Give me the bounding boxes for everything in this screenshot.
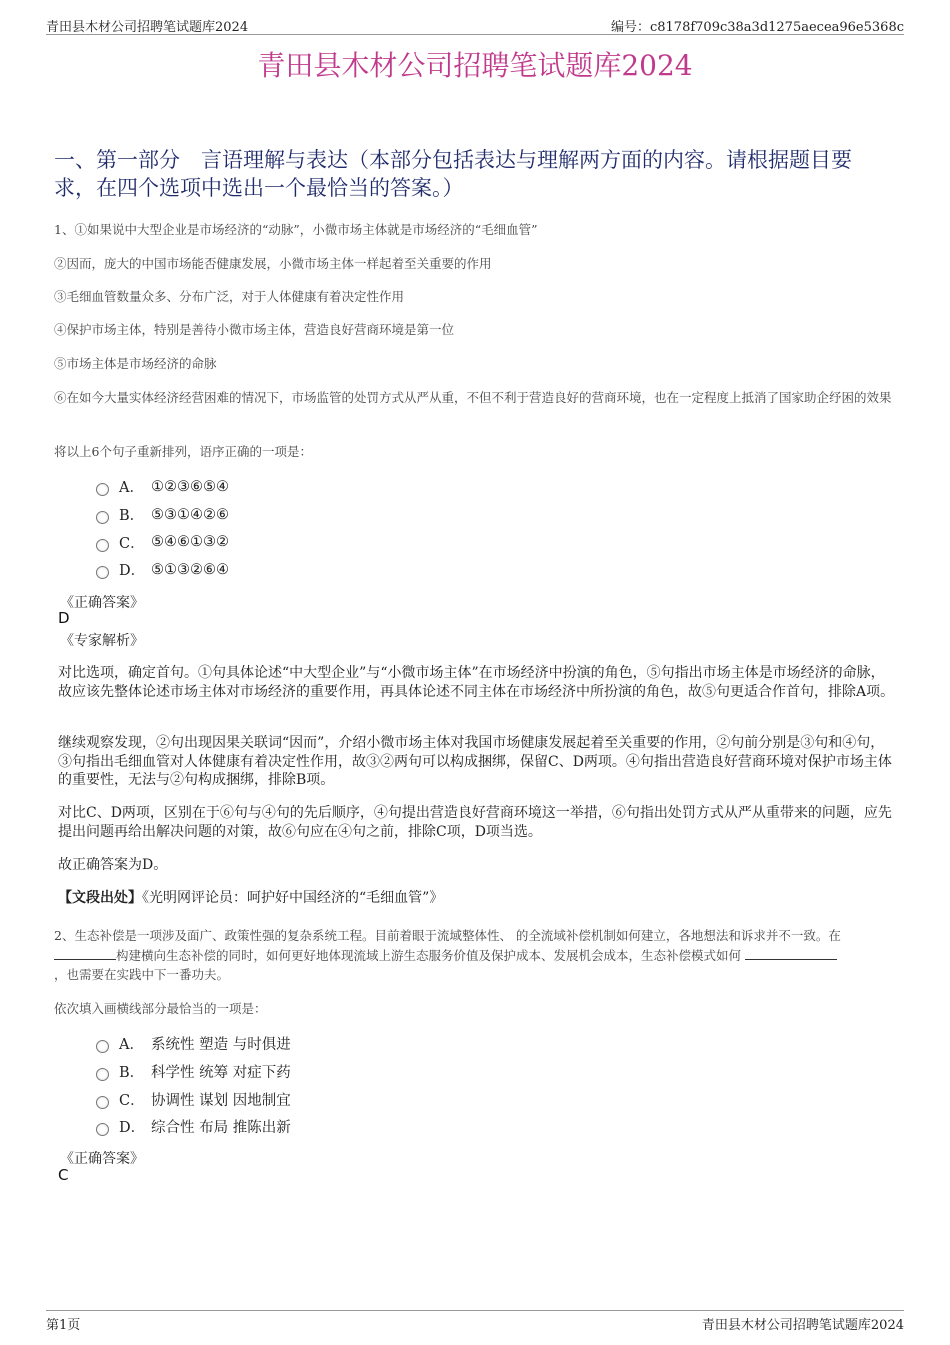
q1-answer: D bbox=[58, 609, 70, 627]
q1-line-5: ⑤市场主体是市场经济的命脉 bbox=[54, 356, 217, 371]
radio-icon[interactable] bbox=[96, 483, 109, 496]
header-doc-title: 青田县木材公司招聘笔试题库2024 bbox=[46, 20, 249, 35]
q1-analysis-para-2: 继续观察发现，②句出现因果关联词“因而”，介绍小微市场主体对我国市场健康发展起着至关重要的作用，②句前分别是③句和④句，③句指出毛细血管对人体健康有着决定性作用，故③②两句可以构成捆绑，保留C、D两项。④句指出营造良好营商环境对保护市场主体的重要性，无法与②句构成捆绑，排除B项。 bbox=[58, 735, 892, 788]
radio-icon[interactable] bbox=[96, 566, 109, 579]
q1-line-2: ②因而，庞大的中国市场能否健康发展，小微市场主体一样起着至关重要的作用 bbox=[54, 256, 492, 271]
page-title: 青田县木材公司招聘笔试题库2024 bbox=[257, 49, 693, 82]
q2-option-d[interactable]: D． 综合性 布局 推陈出新 bbox=[96, 1113, 291, 1141]
q1-line-4: ④保护市场主体，特别是善待小微市场主体，营造良好营商环境是第一位 bbox=[54, 322, 455, 337]
q1-option-a[interactable]: A． ①②③⑥⑤④ bbox=[96, 473, 229, 501]
q2-option-a[interactable]: A． 系统性 塑造 与时俱进 bbox=[96, 1030, 291, 1058]
radio-icon[interactable] bbox=[96, 1123, 109, 1136]
q2-line-1: 2、生态补偿是一项涉及面广、政策性强的复杂系统工程。目前着眼于流域整体性、 的全流域补偿机制如何建立，各地想法和诉求并不一致。在 bbox=[54, 928, 841, 943]
q2-answer: C bbox=[58, 1166, 69, 1184]
q1-source bbox=[58, 889, 898, 908]
page-header bbox=[46, 14, 904, 35]
fill-blank-3[interactable] bbox=[745, 949, 837, 960]
q2-answer-label: 《正确答案》 bbox=[60, 1151, 144, 1167]
q2-prompt: 依次填入画横线部分最恰当的一项是： bbox=[54, 1001, 267, 1016]
radio-icon[interactable] bbox=[96, 1040, 109, 1053]
header-doc-id: 编号：c8178f709c38a3d1275aecea96e5368c bbox=[610, 20, 904, 35]
q2-option-c[interactable]: C． 协调性 谋划 因地制宜 bbox=[96, 1085, 291, 1113]
q1-line-6: ⑥在如今大量实体经济经营困难的情况下，市场监管的处罚方式从严从重，不但不利于营造良好的营商环境，也在一定程度上抵消了国家助企纾困的效果 bbox=[54, 390, 892, 405]
q1-line-1: 1、①如果说中大型企业是市场经济的“动脉”，小微市场主体就是市场经济的“毛细血管” bbox=[54, 222, 538, 237]
radio-icon[interactable] bbox=[96, 539, 109, 552]
source-text: 《光明网评论员：呵护好中国经济的“毛细血管”》 bbox=[142, 890, 444, 906]
page-footer bbox=[46, 1310, 904, 1331]
q1-option-b[interactable]: B． ⑤③①④②⑥ bbox=[96, 501, 229, 529]
q1-analysis-para-1: 对比选项，确定首句。①句具体论述“中大型企业”与“小微市场主体”在市场经济中扮演的角色，⑤句指出市场主体是市场经济的命脉，故应该先整体论述市场主体对市场经济的重要作用，再具体论述不同主体在市场经济中所扮演的角色，故⑤句更适合作首句，排除A项。 bbox=[58, 665, 895, 700]
radio-icon[interactable] bbox=[96, 1096, 109, 1109]
page-number: 第1页 bbox=[46, 1318, 81, 1333]
q2-line-2: 构建横向生态补偿的同时，如何更好地体现流域上游生态服务价值及保护成本、发展机会成本，生态补偿模式如何 bbox=[54, 946, 900, 966]
q2-options bbox=[96, 1030, 291, 1141]
q1-prompt: 将以上6个句子重新排列，语序正确的一项是： bbox=[54, 444, 312, 459]
radio-icon[interactable] bbox=[96, 511, 109, 524]
fill-blank-2[interactable] bbox=[54, 949, 116, 960]
q2-line-3: ，也需要在实践中下一番功夫。 bbox=[54, 967, 230, 982]
q1-option-c[interactable]: C． ⑤④⑥①③② bbox=[96, 528, 229, 556]
q1-answer-label: 《正确答案》 bbox=[60, 595, 144, 611]
q1-options bbox=[96, 473, 229, 584]
q1-analysis-label: 《专家解析》 bbox=[60, 633, 144, 649]
footer-doc-title: 青田县木材公司招聘笔试题库2024 bbox=[701, 1318, 904, 1333]
q1-option-d[interactable]: D． ⑤①③②⑥④ bbox=[96, 556, 229, 584]
q1-line-3: ③毛细血管数量众多、分布广泛，对于人体健康有着决定性作用 bbox=[54, 289, 405, 304]
q2-option-b[interactable]: B． 科学性 统筹 对症下药 bbox=[96, 1058, 291, 1086]
q1-analysis-para-4: 故正确答案为D。 bbox=[58, 857, 168, 873]
q1-analysis-para-3: 对比C、D两项，区别在于⑥句与④句的先后顺序，④句提出营造良好营商环境这一举措，⑥句指出处罚方式从严从重带来的问题，应先提出问题再给出解决问题的对策，故⑥句应在④句之前，排除C项，D项当选。 bbox=[58, 805, 892, 840]
radio-icon[interactable] bbox=[96, 1068, 109, 1081]
section-heading: 一、第一部分 言语理解与表达（本部分包括表达与理解两方面的内容。请根据题目要求，在四个选项中选出一个最恰当的答案。） bbox=[54, 148, 852, 200]
source-label: 【文段出处】 bbox=[58, 890, 142, 906]
